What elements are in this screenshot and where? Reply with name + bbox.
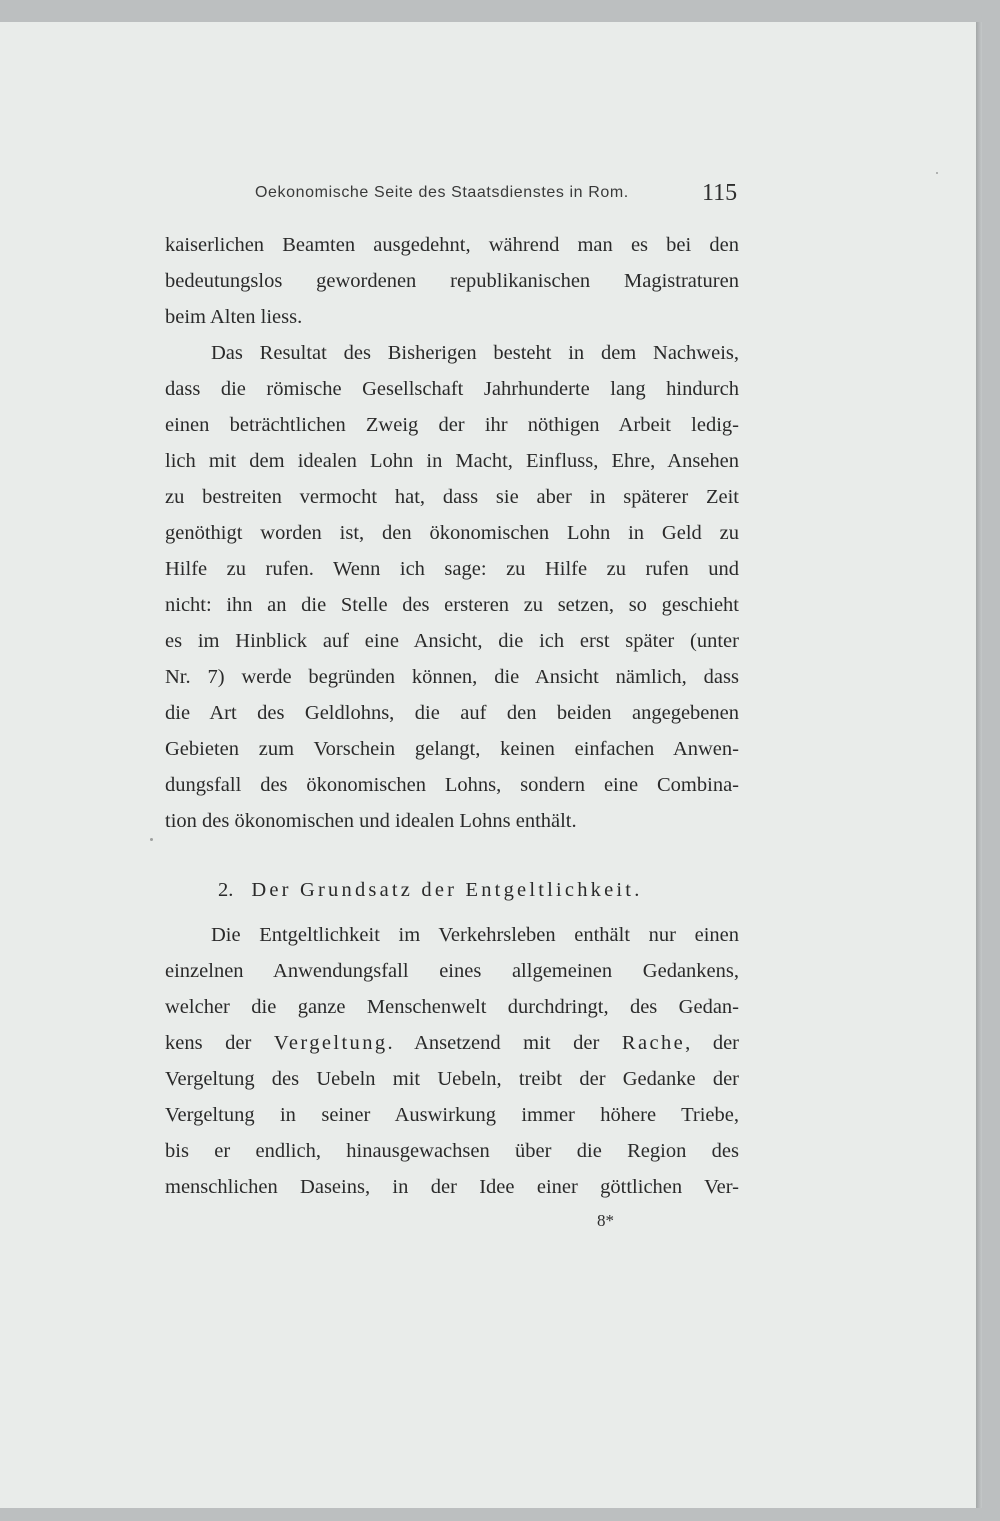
text-line: beim Alten liess.: [165, 306, 303, 328]
paragraph-1-and-2: [165, 227, 739, 839]
text-line: bedeutungslos gewordenen republikanischen Magistraturen: [165, 270, 739, 292]
spaced-emphasis: Vergeltung: [273, 1032, 388, 1054]
text-fragment: . Ansetzend mit der: [387, 1032, 622, 1054]
text-line: Nr. 7) werde begründen können, die Ansicht nämlich, dass: [165, 666, 739, 688]
page-number: 115: [702, 180, 738, 206]
text-line: dass die römische Gesellschaft Jahrhunderte lang hindurch: [165, 378, 739, 400]
section-number: 2.: [218, 879, 234, 901]
signature-mark: 8*: [597, 1211, 614, 1230]
running-head: Oekonomische Seite des Staatsdienstes in Rom.: [255, 184, 629, 201]
text-line: tion des ökonomischen und idealen Lohns enthält.: [165, 810, 577, 832]
text-line: Das Resultat des Bisherigen besteht in dem Nachweis,: [211, 342, 739, 364]
section-heading: [218, 872, 643, 908]
text-fragment: kens der: [165, 1032, 274, 1054]
text-line: dungsfall des ökonomischen Lohns, sondern eine Combina-: [165, 774, 739, 796]
text-line: zu bestreiten vermocht hat, dass sie aber in späterer Zeit: [165, 486, 739, 508]
text-line: Vergeltung des Uebeln mit Uebeln, treibt der Gedanke der: [165, 1068, 739, 1090]
text-line: menschlichen Daseins, in der Idee einer göttlichen Ver-: [165, 1176, 739, 1198]
text-line: einen beträchtlichen Zweig der ihr nöthigen Arbeit ledig-: [165, 414, 739, 436]
page-edge: [976, 22, 982, 1508]
text-line: lich mit dem idealen Lohn in Macht, Einfluss, Ehre, Ansehen: [165, 450, 739, 472]
text-fragment: , der: [685, 1032, 739, 1054]
text-line: welcher die ganze Menschenwelt durchdringt, des Gedan-: [165, 996, 739, 1018]
paragraph-3: [165, 917, 739, 1205]
spaced-emphasis: Rache: [621, 1032, 686, 1054]
text-line: die Art des Geldlohns, die auf den beiden angegebenen: [165, 702, 739, 724]
text-line: Hilfe zu rufen. Wenn ich sage: zu Hilfe zu rufen und: [165, 558, 739, 580]
paper-speck: [150, 838, 153, 841]
text-line: genöthigt worden ist, den ökonomischen Lohn in Geld zu: [165, 522, 739, 544]
text-line: Die Entgeltlichkeit im Verkehrsleben enthält nur einen: [211, 924, 739, 946]
section-title: Der Grundsatz der Entgeltlichkeit.: [251, 879, 643, 901]
text-line: einzelnen Anwendungsfall eines allgemeinen Gedankens,: [165, 960, 739, 982]
text-line: nicht: ihn an die Stelle des ersteren zu setzen, so geschieht: [165, 594, 739, 616]
text-line: Vergeltung in seiner Auswirkung immer höhere Triebe,: [165, 1104, 739, 1126]
text-line: es im Hinblick auf eine Ansicht, die ich erst später (unter: [165, 630, 739, 652]
text-line: kaiserlichen Beamten ausgedehnt, während man es bei den: [165, 234, 739, 256]
text-line: Gebieten zum Vorschein gelangt, keinen einfachen Anwen-: [165, 738, 739, 760]
text-line: bis er endlich, hinausgewachsen über die Region des: [165, 1140, 739, 1162]
text-line-mixed: [165, 1025, 739, 1061]
paper-speck: [936, 172, 938, 174]
